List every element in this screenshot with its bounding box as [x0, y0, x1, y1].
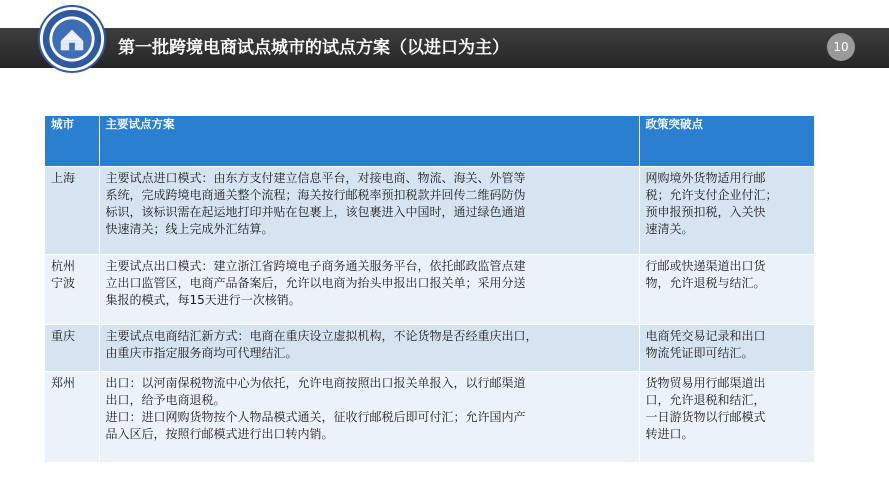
city-name: 上海 [51, 171, 76, 185]
plan-cell [99, 167, 639, 255]
breakthrough-line: 物，允许退税与结汇。 [645, 276, 766, 290]
breakthrough-line: 速清关。 [645, 222, 694, 236]
plan-line: 主要试点出口模式：建立浙江省跨境电子商务通关服务平台，依托邮政监管点建 [105, 259, 526, 273]
breakthrough-line: 一日游货物以行邮模式 [645, 410, 766, 424]
plan-line: 集报的模式，每15天进行一次核销。 [105, 293, 301, 307]
breakthrough-line: 网购境外货物适用行邮 [645, 171, 766, 185]
plan-line: 出口：以河南保税物流中心为依托，允许电商按照出口报关单报入，以行邮渠道 [105, 376, 526, 390]
header-plan: 主要试点方案 [99, 116, 639, 167]
plan-line: 进口：进口网购货物按个人物品模式通关，征收行邮税后即可付汇；允许国内产 [105, 410, 526, 424]
city-cell [45, 167, 99, 255]
city-cell [45, 255, 99, 325]
breakthrough-line: 税；允许支付企业付汇； [645, 188, 778, 202]
breakthrough-cell [639, 255, 814, 325]
plan-line: 快速清关；线上完成外汇结算。 [105, 222, 274, 236]
university-seal-icon [40, 7, 104, 71]
breakthrough-line: 口，允许退税和结汇， [645, 393, 766, 407]
table-row [45, 255, 814, 325]
city-cell [45, 325, 99, 372]
table-row [45, 372, 814, 462]
breakthrough-line: 物流凭证即可结汇。 [645, 346, 754, 360]
plan-cell [99, 372, 639, 462]
table-row [45, 325, 814, 372]
plan-line: 标识，该标识需在起运地打印并贴在包裹上，该包裹进入中国时，通过绿色通道 [105, 205, 526, 219]
slide-title: 第一批跨境电商试点城市的试点方案（以进口为主） [118, 38, 509, 58]
table-header-row [45, 116, 814, 167]
pilot-plan-table [45, 116, 814, 462]
breakthrough-line: 预申报预扣税，入关快 [645, 205, 766, 219]
page-number-badge: 10 [827, 33, 855, 61]
city-name: 重庆 [51, 329, 76, 343]
plan-line: 出口，给予电商退税。 [105, 393, 226, 407]
header-city: 城市 [45, 116, 99, 167]
university-logo [38, 5, 106, 73]
city-name: 郑州 [51, 376, 76, 390]
breakthrough-cell [639, 372, 814, 462]
city-name: 杭州 [51, 259, 76, 273]
plan-line: 立出口监管区，电商产品备案后，允许以电商为抬头申报出口报关单；采用分送 [105, 276, 526, 290]
plan-line: 主要试点进口模式：由东方支付建立信息平台，对接电商、物流、海关、外管等 [105, 171, 526, 185]
breakthrough-cell [639, 325, 814, 372]
city-cell [45, 372, 99, 462]
breakthrough-cell [639, 167, 814, 255]
breakthrough-line: 转进口。 [645, 427, 694, 441]
title-bar [0, 28, 889, 68]
plan-line: 主要试点电商结汇新方式：电商在重庆设立虚拟机构，不论货物是否经重庆出口， [105, 329, 538, 343]
plan-line: 品入区后，按照行邮模式进行出口转内销。 [105, 427, 334, 441]
city-name: 宁波 [51, 276, 76, 290]
breakthrough-line: 电商凭交易记录和出口 [645, 329, 766, 343]
breakthrough-line: 行邮或快递渠道出口货 [645, 259, 766, 273]
breakthrough-line: 货物贸易用行邮渠道出 [645, 376, 766, 390]
plan-line: 由重庆市指定服务商均可代理结汇。 [105, 346, 298, 360]
table-row [45, 167, 814, 255]
plan-cell [99, 325, 639, 372]
header-breakthrough: 政策突破点 [639, 116, 814, 167]
plan-cell [99, 255, 639, 325]
plan-line: 系统，完成跨境电商通关整个流程；海关按行邮税率预扣税款并回传二维码防伪 [105, 188, 526, 202]
